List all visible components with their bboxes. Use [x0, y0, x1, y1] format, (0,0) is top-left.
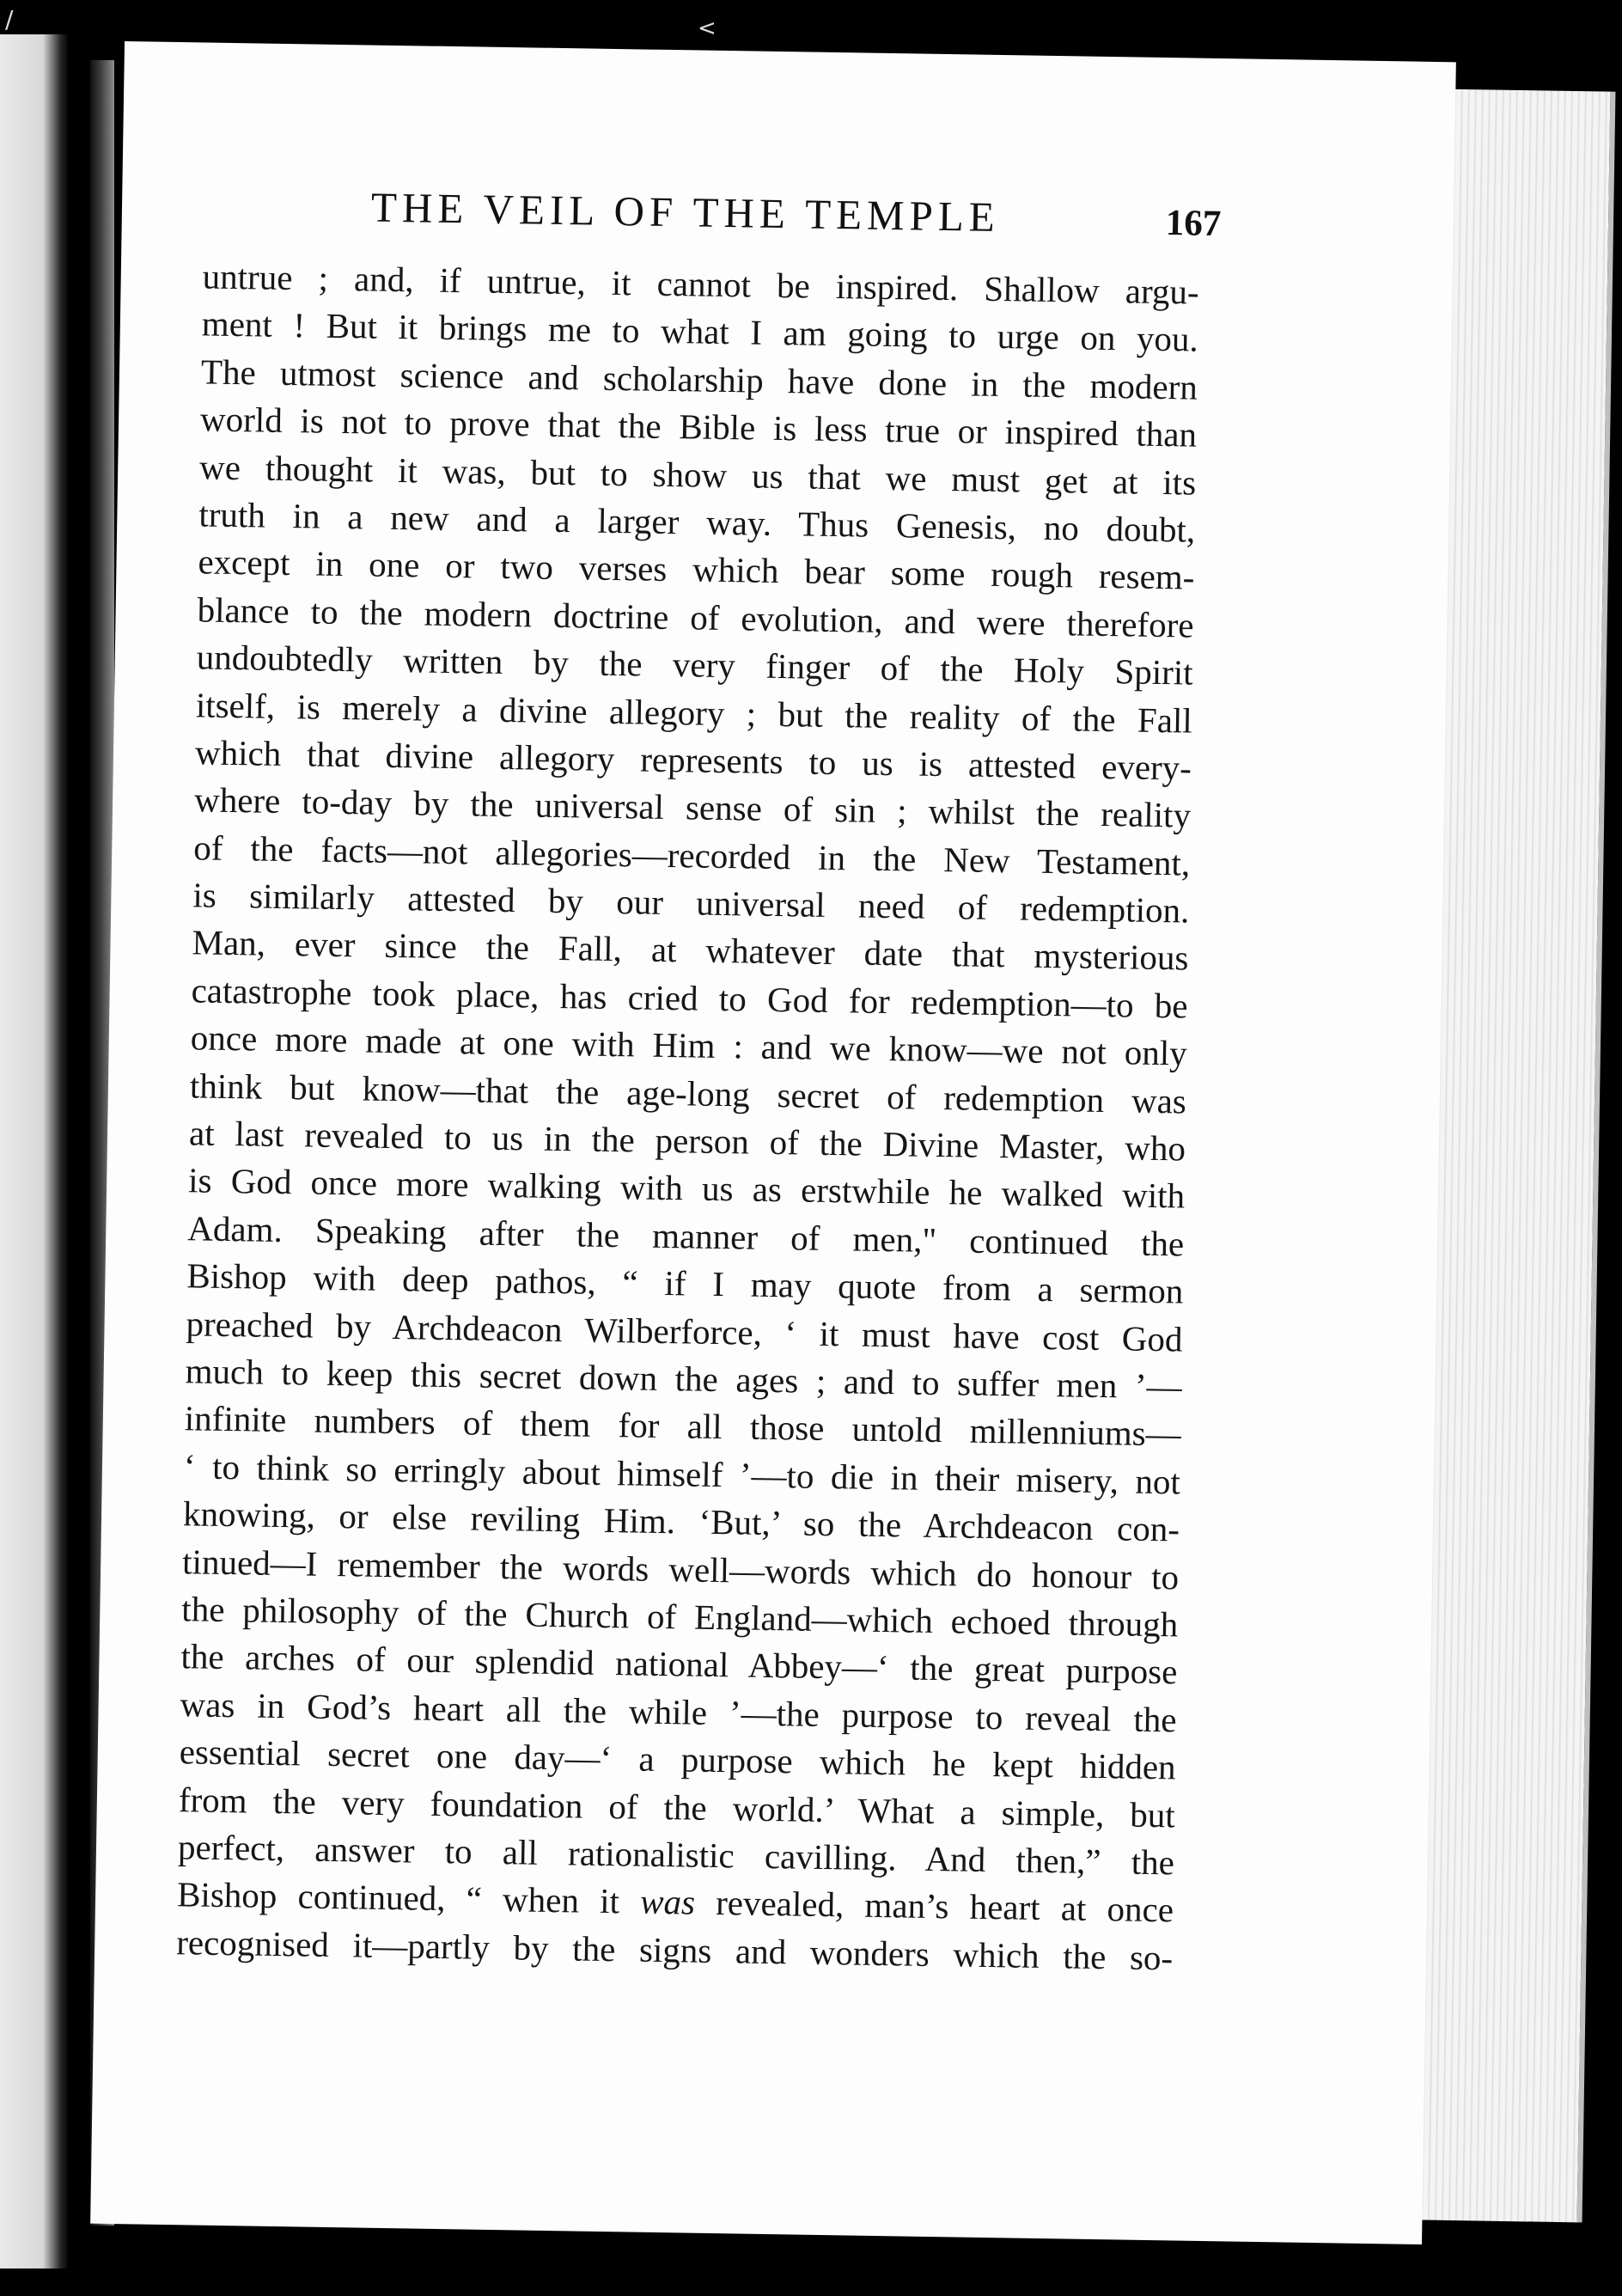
text-line: world is not to prove that the Bible is less true or inspired than: [199, 399, 1198, 455]
text-line: of the facts—not allegories—recorded in the New Testament,: [192, 827, 1191, 883]
text-line: Bishop with deep pathos, “ if I may quote from a sermon: [186, 1255, 1184, 1311]
text-line: ment ! But it brings me to what I am going to urge on you.: [201, 303, 1199, 360]
text-line: tinued—I remember the words well—words which do honour to: [181, 1541, 1180, 1597]
text-line: think but know—that the age-long secret of redemption was: [189, 1065, 1187, 1121]
text-line: once more made at one with Him : and we know—we not only: [190, 1017, 1188, 1073]
facing-page-edge: [0, 34, 69, 2269]
text-line: The utmost science and scholarship have done in the modern: [200, 351, 1198, 407]
text-line: where to-day by the universal sense of sin ; whilst the reality: [193, 779, 1192, 835]
scan-mark: /: [5, 5, 14, 34]
text-line: untrue ; and, if untrue, it cannot be inspired. Shallow argu-: [202, 256, 1199, 312]
body-text: [176, 253, 1199, 1982]
text-line: itself, is merely a divine allegory ; but the reality of the Fall: [195, 684, 1193, 741]
running-head: [121, 179, 1454, 260]
text-line: catastrophe took place, has cried to God for redemption—to be: [191, 970, 1188, 1026]
text-line: except in one or two verses which bear some rough resem-: [198, 541, 1195, 597]
running-title: THE VEIL OF THE TEMPLE: [370, 183, 1001, 241]
text-line: recognised it—partly by the signs and wonders which the so-: [175, 1921, 1174, 1978]
text-line: Adam. Speaking after the manner of men," continued the: [186, 1208, 1185, 1264]
scan-mark: <: [698, 15, 716, 41]
text-line: was in God’s heart all the while ’—the purpose to reveal the: [180, 1683, 1177, 1740]
text-line: infinite numbers of them for all those untold millenniums—: [184, 1398, 1182, 1454]
text-line: we thought it was, but to show us that we must get at its: [198, 446, 1197, 503]
text-line: preached by Archdeacon Wilberforce, ‘ it must have cost God: [186, 1303, 1183, 1359]
text-line: the arches of our splendid national Abbey—‘ the great purpose: [180, 1636, 1178, 1692]
text-line: truth in a new and a larger way. Thus Genesis, no doubt,: [198, 494, 1196, 550]
text-line: undoubtedly written by the very finger of the Holy Spirit: [196, 637, 1194, 693]
emphasis-word: was: [639, 1881, 696, 1922]
text-line: the philosophy of the Church of England—which echoed through: [181, 1589, 1179, 1645]
text-line: is God once more walking with us as erstwhile he walked with: [187, 1160, 1186, 1216]
text-run: Bishop continued, “ when it: [176, 1874, 641, 1921]
text-line: ‘ to think so erringly about himself ’—to die in their misery, not: [183, 1446, 1181, 1502]
page-number: 167: [1165, 203, 1222, 245]
text-line: which that divine allegory represents to us is attested every-: [194, 732, 1192, 788]
text-line: blance to the modern doctrine of evolution, and were therefore: [197, 589, 1194, 645]
text-run: revealed, man’s heart at once: [694, 1882, 1174, 1930]
text-line: perfect, answer to all rationalistic cavilling. And then,” the: [177, 1827, 1175, 1883]
text-line: Man, ever since the Fall, at whatever date that mysterious: [192, 922, 1189, 979]
book-page: [90, 41, 1456, 2244]
text-line: at last revealed to us in the person of the Divine Master, who: [188, 1113, 1186, 1169]
text-line: is similarly attested by our universal need of redemption.: [192, 875, 1190, 931]
text-line: knowing, or else reviling Him. ‘But,’ so the Archdeacon con-: [182, 1493, 1180, 1549]
text-line: much to keep this secret down the ages ; and to suffer men ’—: [185, 1351, 1182, 1407]
text-line: from the very foundation of the world.’ What a simple, but: [178, 1779, 1176, 1835]
text-line: essential secret one day—‘ a purpose which he kept hidden: [179, 1731, 1177, 1787]
